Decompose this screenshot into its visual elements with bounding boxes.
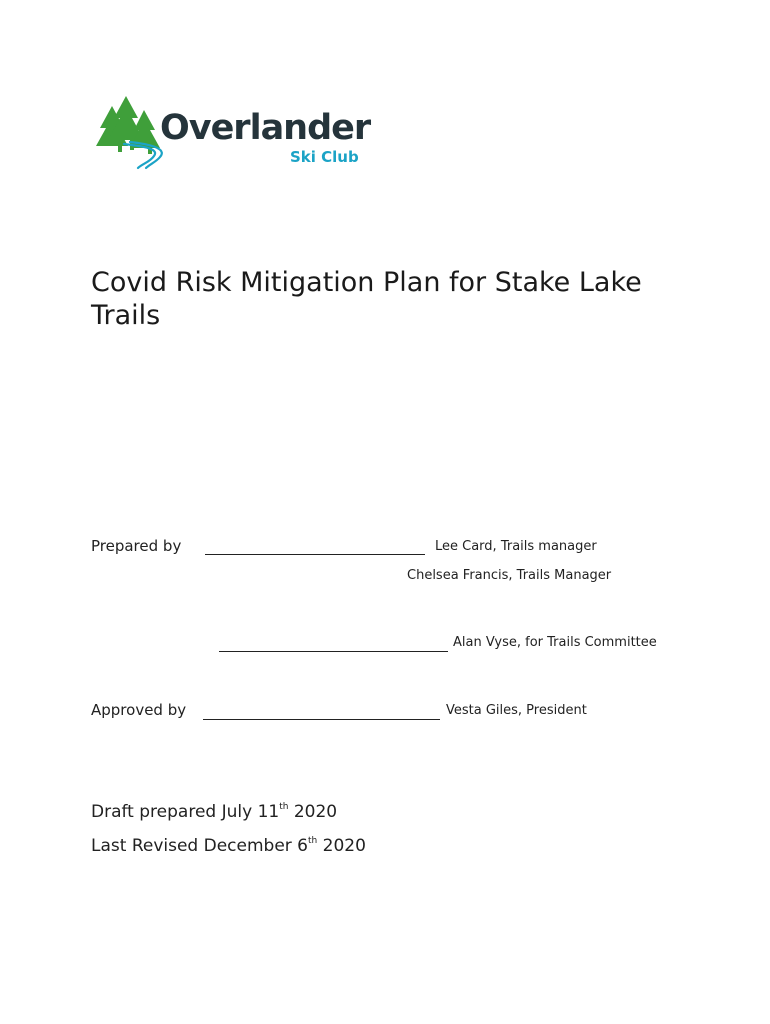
revised-date-text: Last Revised December 6 <box>91 836 308 856</box>
approved-by-label: Approved by <box>91 701 187 719</box>
draft-date <box>91 802 337 822</box>
draft-date-year: 2020 <box>288 802 338 822</box>
signature-line-2 <box>219 651 448 652</box>
logo-name: Overlander <box>160 108 371 148</box>
revised-date-suffix: th <box>308 836 318 846</box>
logo-subtitle: Ski Club <box>290 148 359 166</box>
draft-date-text: Draft prepared July 11 <box>91 802 280 822</box>
revised-date-year: 2020 <box>317 836 366 856</box>
signatory-lee-card: Lee Card, Trails manager <box>435 539 597 554</box>
signatory-alan-vyse: Alan Vyse, for Trails Committee <box>453 635 657 650</box>
signature-line-1 <box>205 554 425 555</box>
revised-date <box>91 836 366 856</box>
prepared-by-label: Prepared by <box>91 537 182 555</box>
draft-date-suffix: th <box>279 802 289 812</box>
overlander-ski-club-logo <box>94 94 371 174</box>
signatory-vesta-giles: Vesta Giles, President <box>446 703 587 718</box>
document-title: Covid Risk Mitigation Plan for Stake Lake Trails <box>91 267 642 331</box>
signatory-chelsea-francis: Chelsea Francis, Trails Manager <box>407 568 612 583</box>
signature-line-3 <box>203 719 440 720</box>
